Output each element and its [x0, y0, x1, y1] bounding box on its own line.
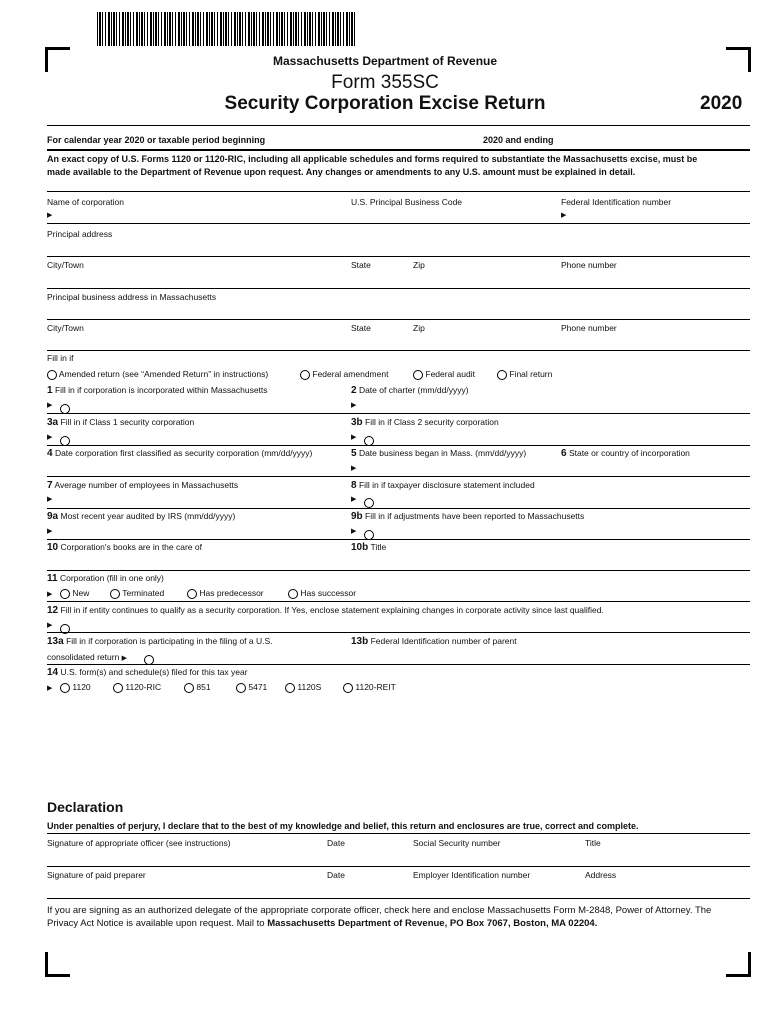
form-number: Form 355SC: [331, 72, 439, 93]
line-8-label: 8 Fill in if taxpayer disclosure statement included: [351, 480, 535, 491]
arrow-icon: ▶: [561, 212, 567, 219]
has-successor-option[interactable]: Has successor: [288, 588, 356, 599]
line-12-label: 12 Fill in if entity continues to qualify as a security corporation. If Yes, enclose statement explaining changes in corporate activity since last qualified.: [47, 605, 604, 616]
officer-title-label: Title: [585, 838, 601, 848]
period-begin-input[interactable]: [300, 133, 475, 145]
corner-mark-bottom-right: [726, 952, 751, 977]
radio-icon[interactable]: [300, 370, 310, 380]
form-1120-ric-option[interactable]: 1120-RIC: [113, 682, 161, 693]
radio-icon[interactable]: [288, 589, 298, 599]
ma-address-input[interactable]: [47, 303, 747, 317]
line-13b-label: 13b Federal Identification number of parent: [351, 636, 517, 647]
line-14-label: 14 U.S. form(s) and schedule(s) filed for this tax year: [47, 667, 248, 678]
arrow-icon: ▶: [351, 465, 357, 472]
line-9b-label: 9b Fill in if adjustments have been reported to Massachusetts: [351, 511, 585, 522]
radio-icon[interactable]: [187, 589, 197, 599]
arrow-icon: ▶: [47, 212, 53, 219]
arrow-icon: ▶: [351, 434, 357, 441]
fill-in-if-label: Fill in if: [47, 353, 74, 363]
line-2-label: 2 Date of charter (mm/dd/yyyy): [351, 385, 469, 396]
arrow-icon: ▶: [47, 622, 53, 629]
new-option[interactable]: New: [60, 588, 89, 599]
ein-label: Employer Identification number: [413, 870, 531, 880]
federal-amendment-option[interactable]: Federal amendment: [300, 369, 388, 380]
line-7-input[interactable]: [58, 492, 338, 505]
form-1120-option[interactable]: 1120: [60, 682, 91, 693]
line-1-label: 1 Fill in if corporation is incorporated within Massachusetts: [47, 385, 268, 396]
ma-city-label: City/Town: [47, 323, 84, 333]
radio-icon[interactable]: [113, 683, 123, 693]
line-3a-label: 3a Fill in if Class 1 security corporation: [47, 417, 195, 428]
amended-return-option[interactable]: Amended return (see “Amended Return” in instructions): [47, 369, 268, 380]
line-13a-continued: consolidated return ▶: [47, 652, 128, 662]
line-3b-label: 3b Fill in if Class 2 security corporation: [351, 417, 499, 428]
radio-icon[interactable]: [110, 589, 120, 599]
line-7-label: 7 Average number of employees in Massachusetts: [47, 480, 239, 491]
corner-mark-bottom-left: [45, 952, 70, 977]
line-2-input[interactable]: [362, 398, 542, 411]
line-10b-label: 10b Title: [351, 542, 387, 553]
mailing-address: Massachusetts Department of Revenue, PO Box 7067, Boston, MA 02204.: [267, 918, 598, 929]
period-end-input[interactable]: [568, 133, 748, 145]
form-1120s-option[interactable]: 1120S: [285, 682, 321, 693]
form-851-option[interactable]: 851: [184, 682, 211, 693]
ma-zip-label: Zip: [413, 323, 425, 333]
radio-icon[interactable]: [47, 370, 57, 380]
ma-city-input[interactable]: [47, 335, 747, 349]
line-9a-input[interactable]: [58, 524, 338, 537]
barcode: [97, 12, 355, 46]
radio-icon[interactable]: [413, 370, 423, 380]
radio-icon[interactable]: [60, 683, 70, 693]
phone-label: Phone number: [561, 260, 617, 270]
preparer-signature-input[interactable]: [47, 881, 747, 896]
arrow-icon: ▶: [47, 434, 53, 441]
final-return-option[interactable]: Final return: [497, 369, 552, 380]
arrow-icon: ▶: [121, 655, 128, 662]
fein-label: Federal Identification number: [561, 197, 672, 207]
radio-icon[interactable]: [236, 683, 246, 693]
form-title: Security Corporation Excise Return: [224, 93, 546, 114]
form-year: 2020: [700, 93, 743, 114]
line-11-label: 11 Corporation (fill in one only): [47, 573, 164, 584]
business-code-input[interactable]: [351, 207, 551, 221]
form-5471-option[interactable]: 5471: [236, 682, 267, 693]
city-label: City/Town: [47, 260, 84, 270]
radio-icon[interactable]: [285, 683, 295, 693]
line-13b-input[interactable]: [351, 650, 747, 663]
state-label: State: [351, 260, 371, 270]
name-input[interactable]: [58, 207, 343, 221]
arrow-icon: ▶: [351, 528, 357, 535]
officer-date-label: Date: [327, 838, 345, 848]
business-code-label: U.S. Principal Business Code: [351, 197, 463, 207]
fein-input[interactable]: [572, 207, 747, 221]
preparer-signature-label: Signature of paid preparer: [47, 870, 146, 880]
officer-signature-label: Signature of appropriate officer (see instructions): [47, 838, 231, 848]
radio-icon[interactable]: [497, 370, 507, 380]
ma-state-label: State: [351, 323, 371, 333]
arrow-icon: ▶: [47, 528, 53, 535]
line-10-label: 10 Corporation's books are in the care of: [47, 542, 202, 553]
has-predecessor-option[interactable]: Has predecessor: [187, 588, 264, 599]
line-10-input[interactable]: [47, 555, 337, 568]
line-10b-input[interactable]: [351, 555, 747, 568]
form-1120-reit-option[interactable]: 1120-REIT: [343, 682, 396, 693]
line-5-label: 5 Date business began in Mass. (mm/dd/yyyy): [351, 448, 527, 459]
ssn-label: Social Security number: [413, 838, 501, 848]
radio-icon[interactable]: [343, 683, 353, 693]
line-4-input[interactable]: [47, 461, 337, 474]
radio-icon[interactable]: [60, 589, 70, 599]
line-6-label: 6 State or country of incorporation: [561, 448, 690, 459]
name-label: Name of corporation: [47, 197, 125, 207]
federal-audit-option[interactable]: Federal audit: [413, 369, 475, 380]
line-13a-label: 13a Fill in if corporation is participating in the filing of a U.S.: [47, 636, 273, 647]
arrow-icon: ▶: [47, 402, 53, 409]
radio-icon[interactable]: [184, 683, 194, 693]
notice-text: An exact copy of U.S. Forms 1120 or 1120-RIC, including all applicable schedules and forms required to substantiate the Massachusetts excise, must be made available to the Department of Revenue upon request. Any changes or amendments to any U.S. amount must be explained in detail.: [47, 154, 698, 177]
ma-address-label: Principal business address in Massachusetts: [47, 292, 217, 302]
radio-icon[interactable]: [364, 498, 374, 508]
ma-phone-label: Phone number: [561, 323, 617, 333]
arrow-icon: ▶: [47, 591, 53, 598]
arrow-icon: ▶: [351, 402, 357, 409]
footer-note: If you are signing as an authorized delegate of the appropriate corporate officer, check here and enclose Massachusetts Form M-2848, Power of Attorney. The Privacy Act Notice is available upon request. Mail to Massachusetts Department of Revenue, PO Box 7067, Boston, MA 02204.: [47, 905, 712, 929]
line-8-radio[interactable]: [364, 494, 374, 512]
declaration-statement: Under penalties of perjury, I declare that to the best of my knowledge and belief, this return and enclosures are true, correct and complete.: [47, 821, 639, 831]
line-1-radio[interactable]: [60, 400, 70, 418]
department-name: Massachusetts Department of Revenue: [272, 54, 498, 68]
city-state-zip-input[interactable]: [47, 272, 747, 286]
line-6-input[interactable]: [561, 461, 747, 474]
arrow-icon: ▶: [351, 496, 357, 503]
period-end-label: 2020 and ending: [483, 135, 554, 145]
line-5-input[interactable]: [362, 461, 552, 474]
terminated-option[interactable]: Terminated: [110, 588, 164, 599]
line-9a-label: 9a Most recent year audited by IRS (mm/dd/yyyy): [47, 511, 236, 522]
zip-label: Zip: [413, 260, 425, 270]
principal-address-input[interactable]: [47, 240, 747, 254]
arrow-icon: ▶: [47, 496, 53, 503]
principal-address-label: Principal address: [47, 229, 113, 239]
preparer-date-label: Date: [327, 870, 345, 880]
declaration-heading: Declaration: [47, 799, 124, 815]
period-begin-label: For calendar year 2020 or taxable period beginning: [47, 135, 266, 145]
officer-signature-input[interactable]: [47, 849, 747, 864]
preparer-address-label: Address: [585, 870, 617, 880]
arrow-icon: ▶: [47, 685, 53, 692]
line-4-label: 4 Date corporation first classified as security corporation (mm/dd/yyyy): [47, 448, 313, 459]
